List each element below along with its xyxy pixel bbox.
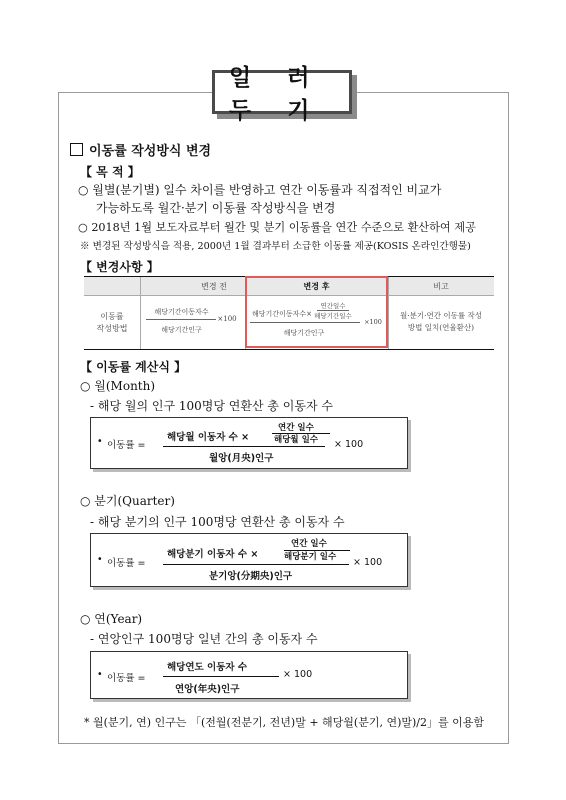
calc-footnote: * 월(분기, 연) 인구는 「(전월(전분기, 전년)말 + 해당월(분기, 연)말)/2」를 이용함 — [84, 716, 484, 729]
page-title: 일 러 두 기 — [212, 70, 352, 114]
quarter-mult: × 100 — [353, 557, 383, 568]
month-mult: × 100 — [334, 439, 364, 450]
section-heading — [70, 140, 211, 159]
row-label-2: 작성방법 — [96, 324, 128, 333]
header-after: 변경 후 — [303, 281, 330, 291]
remark-line-2: 방법 일치(연율환산) — [407, 323, 475, 332]
after-denominator: 해당기간인구 — [283, 329, 325, 337]
month-inner-num: 연간 일수 — [278, 423, 314, 433]
purpose-note: ※ 변경된 작성방식을 적용, 2000년 1월 결과부터 소급한 이동률 제공(KOSIS 온라인간행물) — [80, 241, 471, 252]
year-label: ○ 연(Year) — [80, 612, 143, 626]
purpose-heading: 【 목 적 】 — [80, 165, 140, 179]
calc-heading: 【 이동률 계산식 】 — [80, 360, 187, 374]
month-desc: - 해당 월의 인구 100명당 연환산 총 이동자 수 — [90, 399, 333, 413]
before-numerator: 해당기간이동자수 — [154, 308, 209, 316]
before-mult: ×100 — [217, 315, 237, 323]
quarter-denominator: 분기앙(分期央)인구 — [209, 571, 293, 582]
after-inner-num: 연간일수 — [320, 302, 346, 310]
section-heading-text: 이동률 작성방식 변경 — [89, 144, 212, 159]
year-lhs: 이동률 = — [107, 673, 146, 684]
before-denominator: 해당기간인구 — [161, 326, 202, 334]
month-label: ○ 월(Month) — [80, 379, 156, 393]
month-denominator: 월앙(月央)인구 — [209, 453, 274, 464]
year-desc: - 연앙인구 100명당 일년 간의 총 이동자 수 — [90, 632, 318, 646]
after-highlight-box — [245, 276, 388, 348]
quarter-inner-num: 연간 일수 — [291, 539, 327, 549]
month-formula-box — [90, 417, 408, 469]
year-formula-box — [90, 651, 408, 699]
header-remark: 비고 — [433, 282, 449, 291]
purpose-bullet-2: ○ 2018년 1월 보도자료부터 월간 및 분기 이동률을 연간 수준으로 환산하여 제공 — [78, 221, 476, 234]
month-numerator: 해당월 이동자 수 × — [167, 432, 250, 443]
after-numerator: 해당기간이동자수× — [252, 310, 312, 318]
year-numerator: 해당연도 이동자 수 — [167, 662, 248, 673]
month-lhs: 이동률 = — [107, 440, 146, 451]
month-inner-den: 해당월 일수 — [274, 435, 319, 445]
header-before: 변경 전 — [201, 282, 227, 291]
quarter-formula-box — [90, 533, 408, 587]
quarter-bullet: • — [97, 554, 103, 565]
quarter-inner-den: 해당분기 일수 — [284, 552, 337, 562]
year-bullet: • — [97, 669, 103, 680]
year-denominator: 연앙(年央)인구 — [175, 684, 240, 695]
remark-line-1: 월·분기·연간 이동률 작성 — [400, 311, 482, 320]
row-label-1: 이동률 — [100, 312, 124, 321]
changes-heading: 【 변경사항 】 — [80, 260, 159, 274]
year-mult: × 100 — [283, 669, 313, 680]
month-bullet: • — [97, 436, 103, 447]
quarter-label: ○ 분기(Quarter) — [80, 494, 175, 508]
purpose-bullet-1: ○ 월별(분기별) 일수 차이를 반영하고 연간 이동률과 직접적인 비교가 — [78, 183, 442, 197]
after-inner-den: 해당기간일수 — [314, 312, 352, 320]
purpose-bullet-1-cont: 가능하도록 월간·분기 이동률 작성방식을 변경 — [96, 201, 336, 215]
checkbox-icon — [70, 143, 83, 156]
quarter-numerator: 해당분기 이동자 수 × — [167, 549, 259, 560]
after-mult: ×100 — [364, 318, 382, 326]
quarter-desc: - 해당 분기의 인구 100명당 연환산 총 이동자 수 — [90, 515, 345, 529]
quarter-lhs: 이동률 = — [107, 558, 146, 569]
